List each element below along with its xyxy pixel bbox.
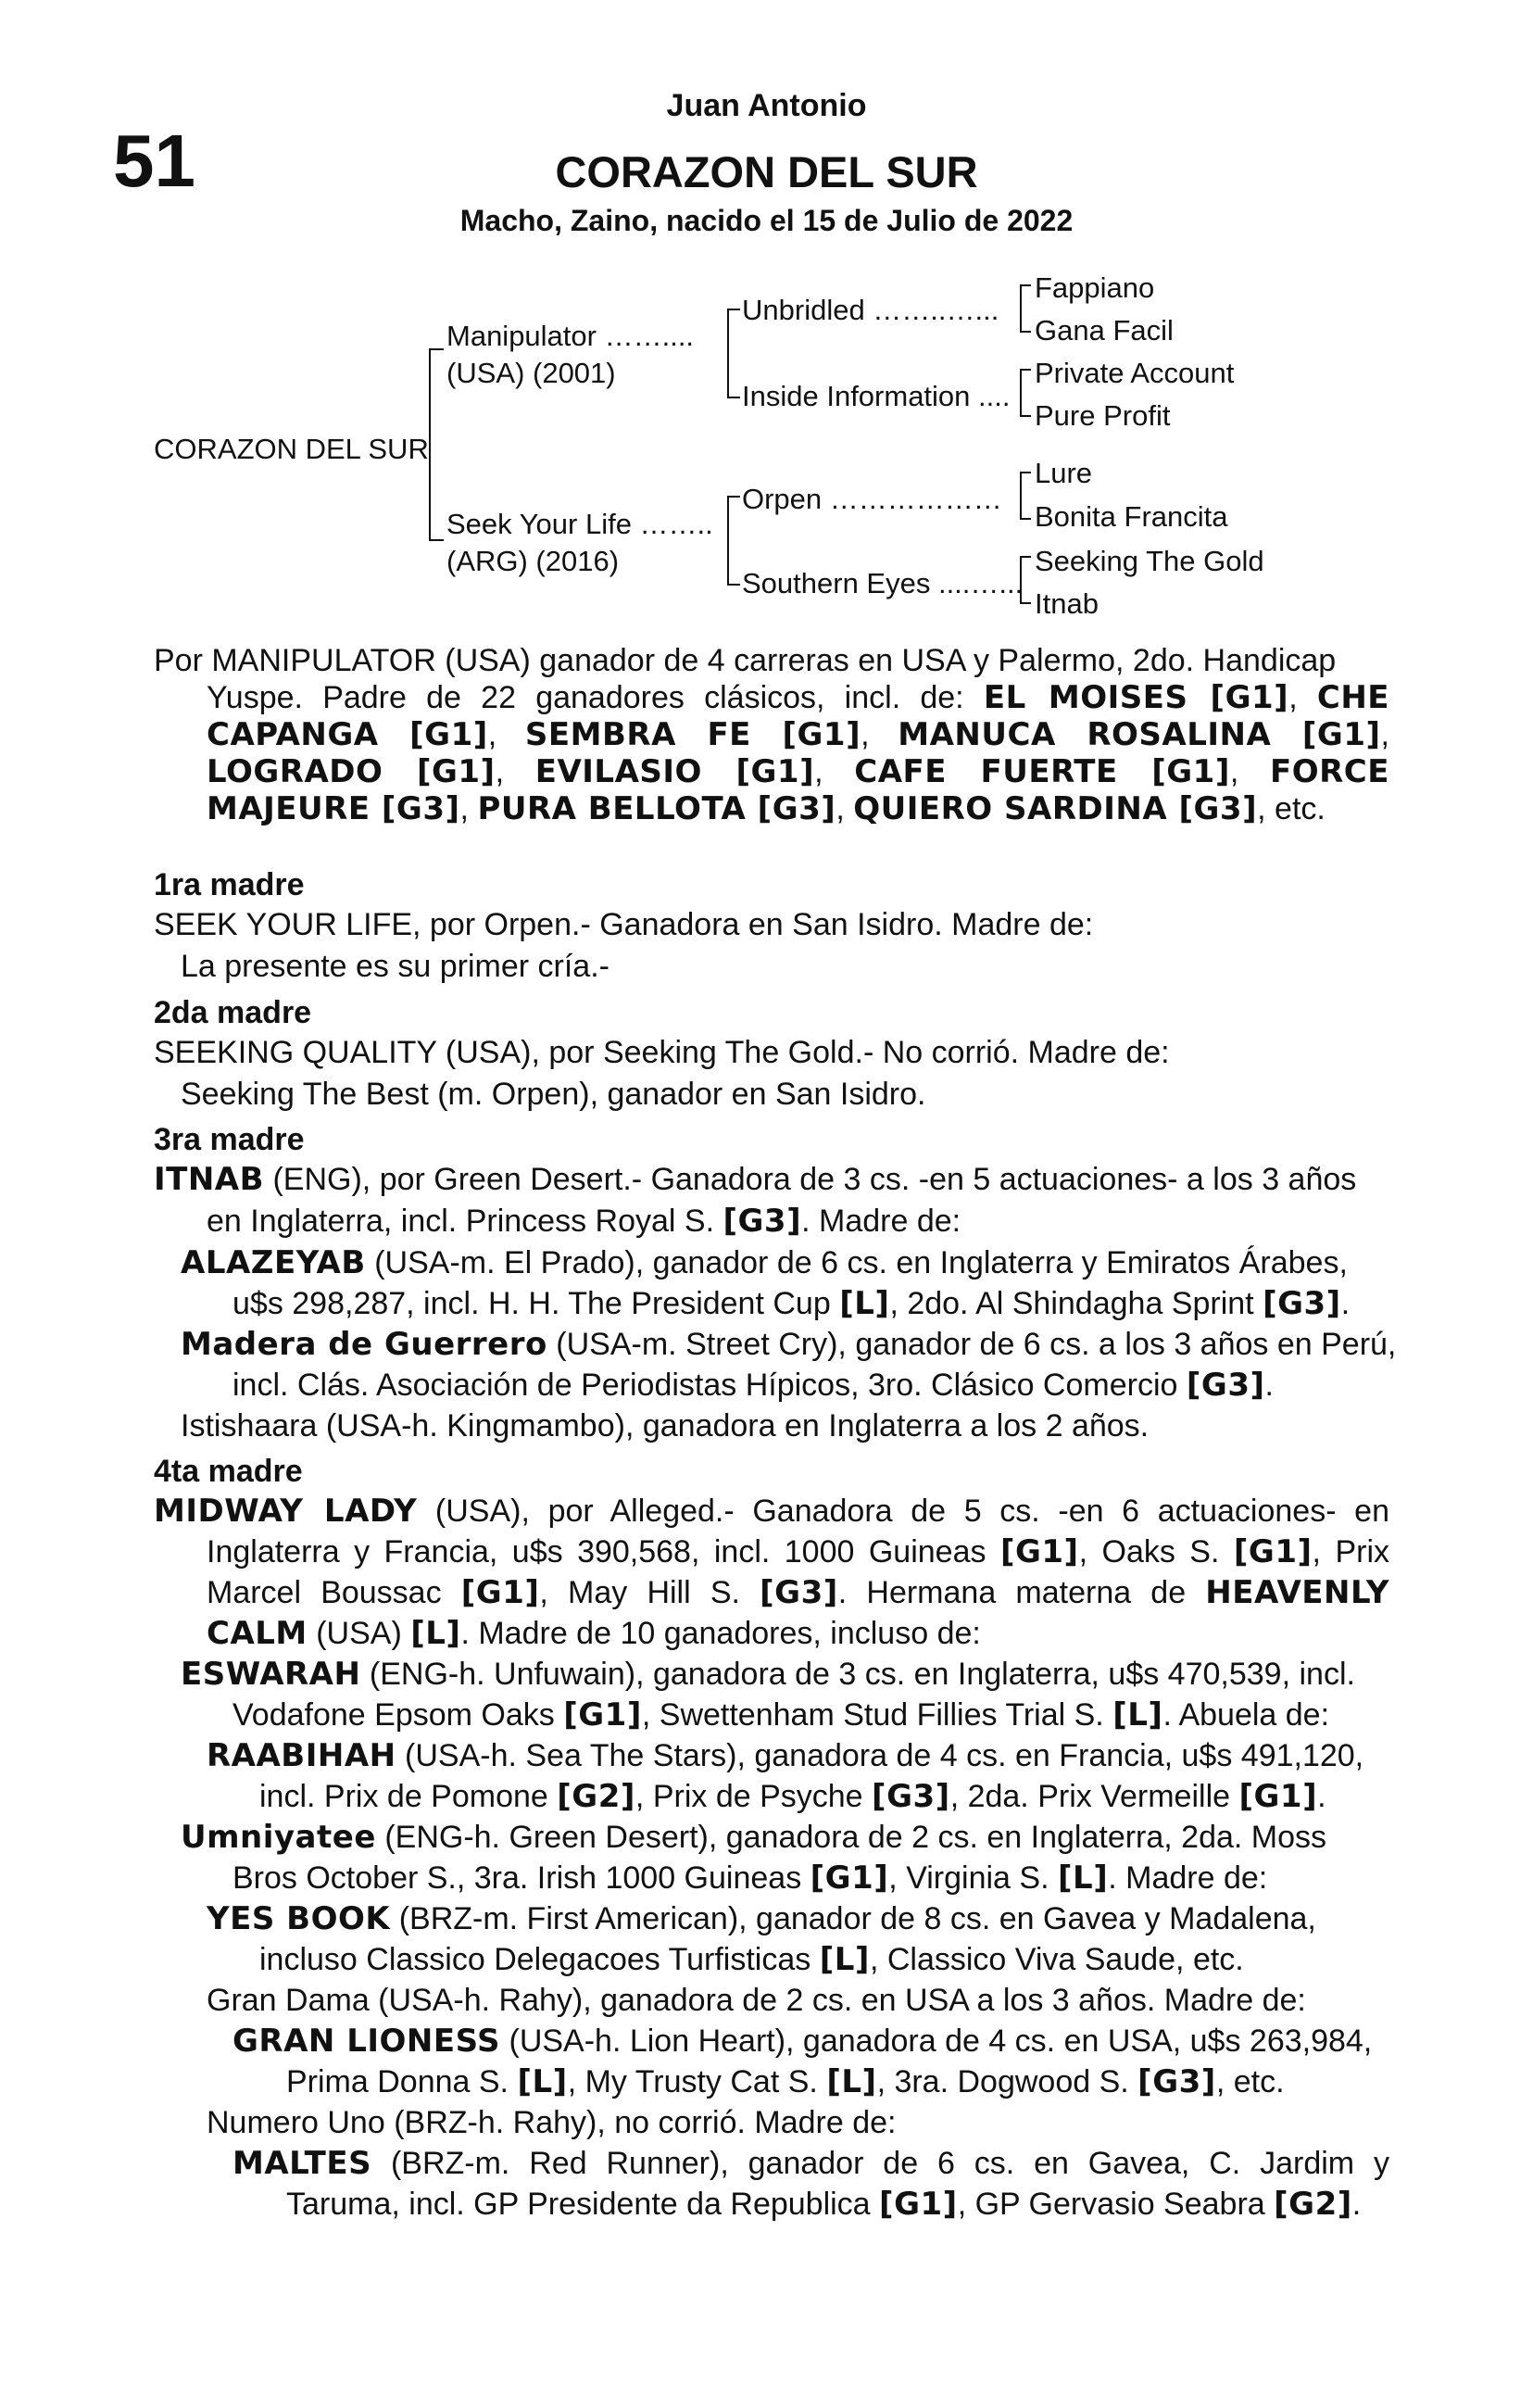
section-heading: 1ra madre (154, 867, 305, 902)
text-line: YES BOOK (BRZ-m. First American), ganador de 8 cs. en Gavea y Madalena, (207, 1900, 1316, 1937)
text-line: Bros October S., 3ra. Irish 1000 Guineas [G1], Virginia S. [L]. Madre de: (232, 1860, 1268, 1897)
pedigree-sds: Private Account (1035, 357, 1235, 389)
section-heading: 3ra madre (154, 1122, 305, 1157)
owner-name: Juan Antonio (666, 88, 867, 123)
pedigree-sire-sire: Unbridled ……..…... (742, 294, 999, 326)
text-line: MALTES (BRZ-m. Red Runner), ganador de 6 cs. en Gavea, C. Jardim y (232, 2145, 1389, 2182)
pedigree-bracket (727, 496, 740, 586)
lot-number: 51 (113, 120, 195, 202)
text-line: u$s 298,287, incl. H. H. The President Cup [L], 2do. Al Shindagha Sprint [G3]. (232, 1285, 1351, 1322)
pedigree-dds: Seeking The Gold (1035, 545, 1264, 577)
pedigree-dam-origin: (ARG) (2016) (446, 545, 620, 577)
pedigree-sss: Fappiano (1035, 271, 1155, 304)
birth-line: Macho, Zaino, nacido el 15 de Julio de 2022 (459, 204, 1074, 237)
text-line: Seeking The Best (m. Orpen), ganador en San Isidro. (181, 1077, 926, 1112)
text-line: Taruma, incl. GP Presidente da Republica [G1], GP Gervasio Seabra [G2]. (286, 2186, 1362, 2223)
section-heading: 2da madre (154, 995, 312, 1030)
text-line: LOGRADO [G1], EVILASIO [G1], CAFE FUERTE [G1], FORCE (207, 753, 1389, 790)
pedigree-dss: Lure (1035, 457, 1093, 489)
pedigree-dam-dam: Southern Eyes ....…... (742, 567, 1024, 599)
text-line: La presente es su primer cría.- (181, 949, 609, 984)
pedigree-sire-dam: Inside Information .... (742, 380, 1011, 412)
text-line: Vodafone Epsom Oaks [G1], Swettenham Stud Fillies Trial S. [L]. Abuela de: (232, 1696, 1330, 1734)
text-line: RAABIHAH (USA-h. Sea The Stars), ganadora de 4 cs. en Francia, u$s 491,120, (207, 1737, 1364, 1774)
text-line: MAJEURE [G3], PURA BELLOTA [G3], QUIERO SARDINA [G3], etc. (207, 790, 1326, 827)
text-line: Prima Donna S. [L], My Trusty Cat S. [L], 3ra. Dogwood S. [G3], etc. (286, 2063, 1285, 2100)
text-line: SEEK YOUR LIFE, por Orpen.- Ganadora en San Isidro. Madre de: (154, 907, 1094, 942)
pedigree-bracket (727, 309, 740, 398)
text-line: Istishaara (USA-h. Kingmambo), ganadora en Inglaterra a los 2 años. (181, 1408, 1150, 1444)
pedigree-ssd: Gana Facil (1035, 314, 1174, 347)
pedigree-bracket (1020, 284, 1031, 333)
text-line: Gran Dama (USA-h. Rahy), ganadora de 2 cs. en USA a los 3 años. Madre de: (207, 1983, 1306, 2018)
text-line: incl. Prix de Pomone [G2], Prix de Psyche [G3], 2da. Prix Vermeille [G1]. (259, 1778, 1326, 1815)
pedigree-sire: Manipulator …….... (446, 320, 695, 352)
text-line: ALAZEYAB (USA-m. El Prado), ganador de 6 cs. en Inglaterra y Emiratos Árabes, (181, 1244, 1348, 1281)
horse-name: CORAZON DEL SUR (555, 147, 978, 196)
section-heading: 4ta madre (154, 1454, 303, 1489)
text-line: Madera de Guerrero (USA-m. Street Cry), ganador de 6 cs. a los 3 años en Perú, (181, 1326, 1397, 1363)
pedigree-dam-sire: Orpen ……………… (742, 483, 1002, 515)
text-line: en Inglaterra, incl. Princess Royal S. [G3]. Madre de: (207, 1203, 961, 1240)
pedigree-bracket (1020, 472, 1031, 520)
pedigree-bracket (1020, 369, 1031, 417)
pedigree-dsd: Bonita Francita (1035, 500, 1228, 533)
pedigree-sire-origin: (USA) (2001) (446, 357, 616, 389)
text-line: Inglaterra y Francia, u$s 390,568, incl. 1000 Guineas [G1], Oaks S. [G1], Prix (207, 1533, 1389, 1570)
pedigree-bracket (1020, 556, 1031, 604)
pedigree-sdd: Pure Profit (1035, 399, 1171, 432)
text-line: GRAN LIONESS (USA-h. Lion Heart), ganadora de 4 cs. en USA, u$s 263,984, (232, 2023, 1373, 2060)
text-line: SEEKING QUALITY (USA), por Seeking The Gold.- No corrió. Madre de: (154, 1035, 1170, 1070)
text-line: ESWARAH (ENG-h. Unfuwain), ganadora de 3 cs. en Inglaterra, u$s 470,539, incl. (181, 1656, 1355, 1693)
pedigree-ddd: Itnab (1035, 587, 1099, 620)
text-line: Umniyatee (ENG-h. Green Desert), ganadora de 2 cs. en Inglaterra, 2da. Moss (181, 1819, 1327, 1856)
text-line: incl. Clás. Asociación de Periodistas Hípicos, 3ro. Clásico Comercio [G3]. (232, 1367, 1274, 1404)
pedigree-dam: Seek Your Life …….. (446, 508, 713, 540)
text-line: CALM (USA) [L]. Madre de 10 ganadores, incluso de: (207, 1615, 981, 1652)
text-line: Yuspe. Padre de 22 ganadores clásicos, incl. de: EL MOISES [G1], CHE (207, 679, 1390, 716)
text-line: CAPANGA [G1], SEMBRA FE [G1], MANUCA ROSALINA [G1], (207, 716, 1389, 753)
pedigree-bracket (429, 348, 444, 541)
text-line: ITNAB (ENG), por Green Desert.- Ganadora de 3 cs. -en 5 actuaciones- a los 3 años (154, 1161, 1357, 1198)
pedigree-subject: CORAZON DEL SUR (154, 433, 429, 465)
text-line: Por MANIPULATOR (USA) ganador de 4 carreras en USA y Palermo, 2do. Handicap (154, 643, 1337, 678)
text-line: MIDWAY LADY (USA), por Alleged.- Ganadora de 5 cs. -en 6 actuaciones- en (154, 1493, 1389, 1530)
text-line: incluso Classico Delegacoes Turfisticas [L], Classico Viva Saude, etc. (259, 1941, 1244, 1978)
text-line: Numero Uno (BRZ-h. Rahy), no corrió. Madre de: (207, 2105, 897, 2140)
text-line: Marcel Boussac [G1], May Hill S. [G3]. Hermana materna de HEAVENLY (207, 1574, 1389, 1611)
